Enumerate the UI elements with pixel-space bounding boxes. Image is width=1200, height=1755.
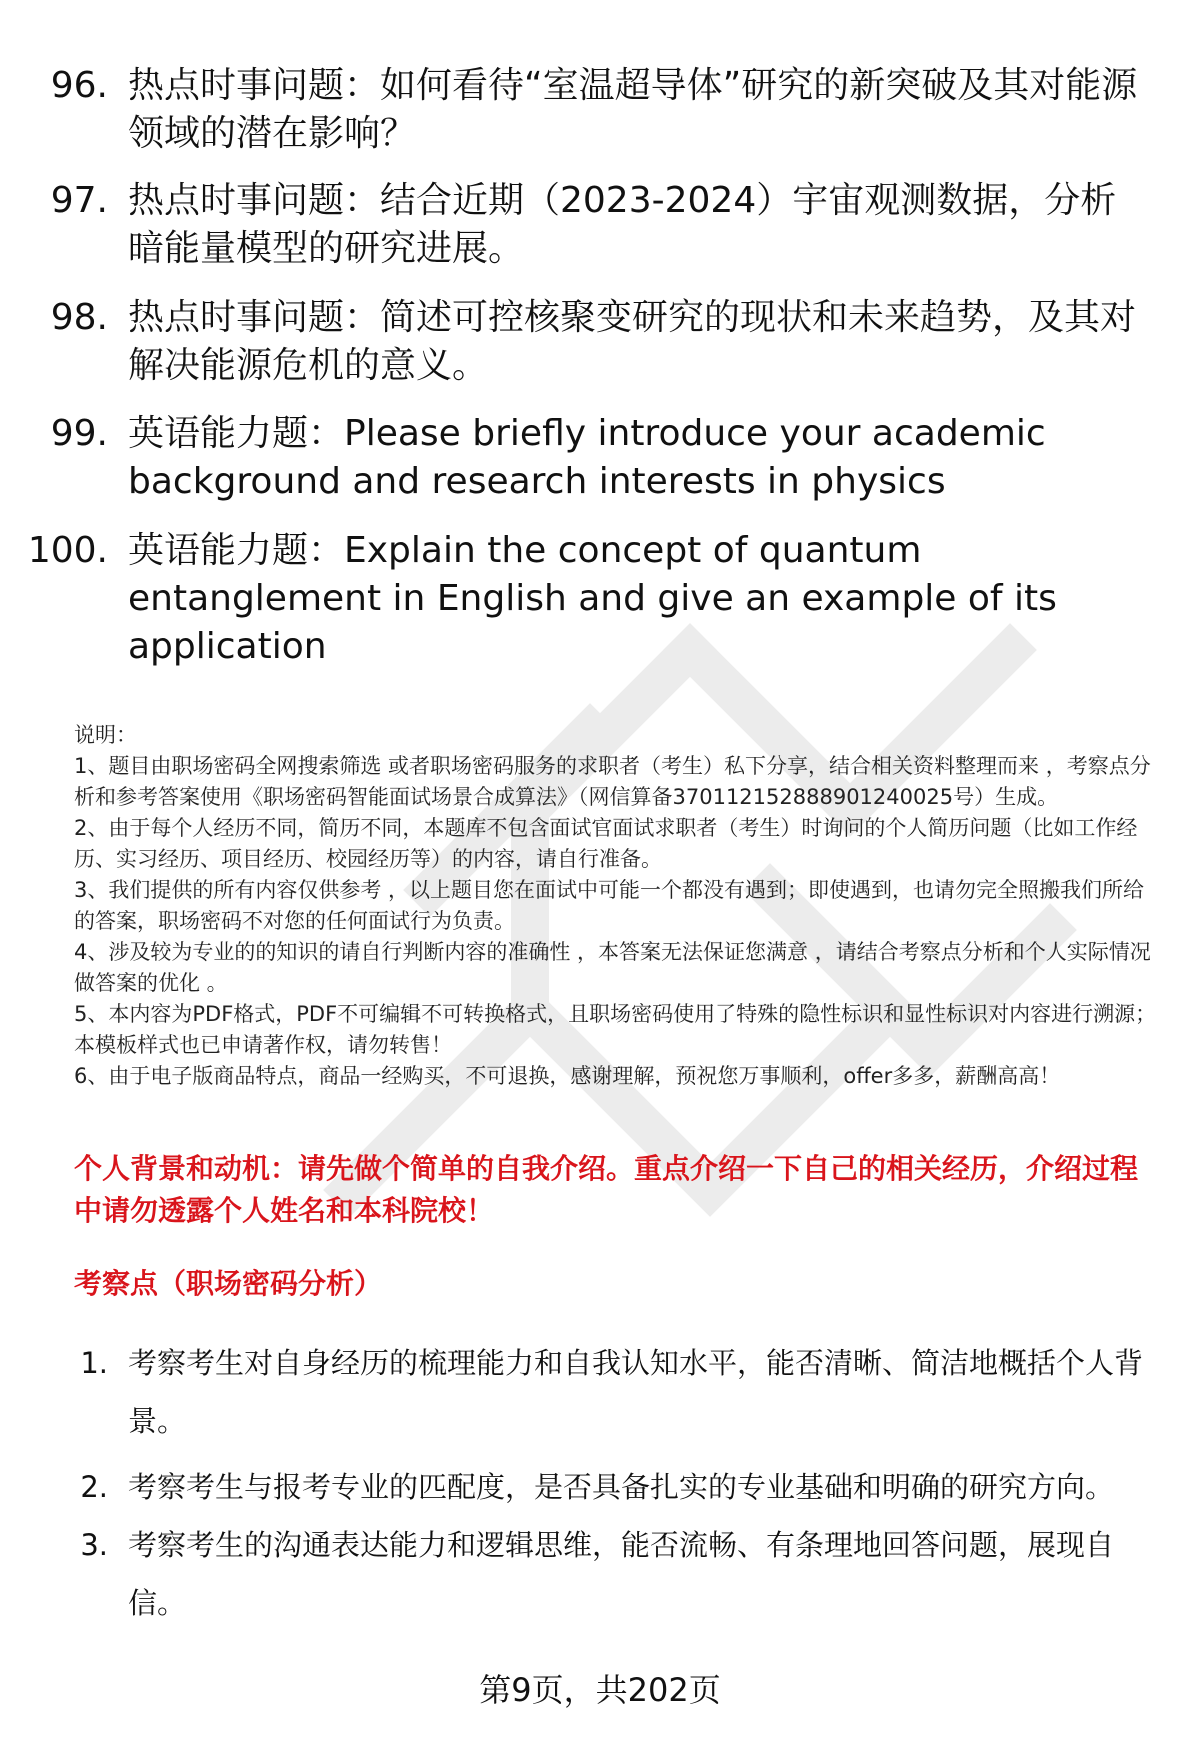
point-text: 考察考生与报考专业的匹配度，是否具备扎实的专业基础和明确的研究方向。 — [128, 1470, 1115, 1504]
question-text: 英语能力题：Explain the concept of quantum entanglement in English and give an example of its application — [128, 530, 1057, 667]
note-item-6: 6、由于电子版商品特点，商品一经购买，不可退换，感谢理解，预祝您万事顺利，offer多多，薪酬高高！ — [74, 1064, 1061, 1088]
page-footer: 第9页，共202页 — [479, 1671, 721, 1709]
section-subtitle: 考察点（职场密码分析） — [74, 1267, 383, 1300]
question-number: 100. — [27, 530, 108, 571]
note-item-3: 3、我们提供的所有内容仅供参考 ，以上题目您在面试中可能一个都没有遇到；即使遇到，也请勿完全照搬我们所给的答案，职场密码不对您的任何面试行为负责。 — [74, 878, 1145, 933]
question-text: 英语能力题：Please briefly introduce your academic background and research interests in physics — [128, 413, 1046, 502]
note-item-2: 2、由于每个人经历不同，简历不同，本题库不包含面试官面试求职者（考生）时询问的个人简历问题（比如工作经历、实习经历、项目经历、校园经历等）的内容，请自行准备。 — [74, 816, 1138, 871]
point-number: 2. — [80, 1470, 108, 1504]
point-text: 考察考生的沟通表达能力和逻辑思维，能否流畅、有条理地回答问题，展现自信。 — [128, 1528, 1115, 1620]
question-text: 热点时事问题：简述可控核聚变研究的现状和未来趋势，及其对解决能源危机的意义。 — [128, 297, 1137, 386]
notes-heading: 说明： — [74, 723, 137, 747]
question-number: 97. — [50, 180, 108, 221]
question-text: 热点时事问题：结合近期（2023-2024）宇宙观测数据，分析暗能量模型的研究进展。 — [128, 180, 1117, 269]
point-number: 1. — [80, 1346, 108, 1380]
point-number: 3. — [80, 1528, 108, 1562]
point-text: 考察考生对自身经历的梳理能力和自我认知水平，能否清晰、简洁地概括个人背景。 — [128, 1346, 1144, 1438]
note-item-4: 4、涉及较为专业的的知识的请自行判断内容的准确性 ，本答案无法保证您满意 ，请结合考察点分析和个人实际情况做答案的优化 。 — [74, 940, 1151, 995]
section-title: 个人背景和动机：请先做个简单的自我介绍。重点介绍一下自己的相关经历，介绍过程中请勿透露个人姓名和本科院校！ — [74, 1152, 1139, 1227]
note-item-1: 1、题目由职场密码全网搜索筛选 或者职场密码服务的求职者（考生）私下分享，结合相关资料整理而来 ，考察点分析和参考答案使用《职场密码智能面试场景合成算法》（网信算备370112152888901240025号）生成。 — [74, 754, 1151, 809]
note-item-5: 5、本内容为PDF格式，PDF不可编辑不可转换格式，且职场密码使用了特殊的隐性标识和显性标识对内容进行溯源；本模板样式也已申请著作权，请勿转售！ — [74, 1002, 1157, 1057]
question-number: 98. — [50, 297, 108, 338]
notes-block — [74, 720, 1160, 1092]
question-number: 96. — [50, 65, 108, 106]
question-text: 热点时事问题：如何看待“室温超导体”研究的新突破及其对能源领域的潜在影响？ — [128, 65, 1138, 154]
question-number: 99. — [50, 413, 108, 454]
